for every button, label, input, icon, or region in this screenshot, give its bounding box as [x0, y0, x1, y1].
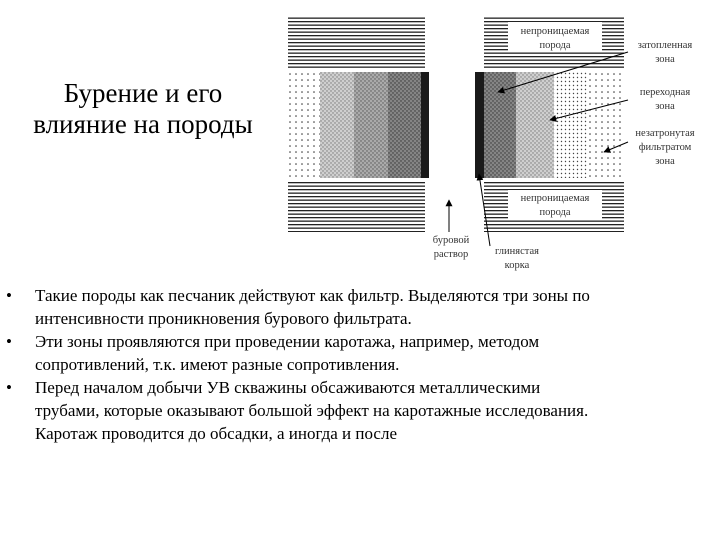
bullet-3-line-3: Каротаж проводится до обсадки, а иногда и после	[35, 424, 397, 443]
bullet-item	[0, 376, 720, 445]
right-transition-zone-light	[554, 72, 588, 178]
left-unaffected-zone	[288, 72, 320, 178]
left-impermeable-top	[288, 16, 425, 70]
label-mud-1: буровой	[432, 235, 470, 246]
label-transition-2: зона	[655, 101, 675, 112]
bullet-dot: •	[6, 286, 12, 305]
bullet-3-line-2: трубами, которые оказывают большой эффект на каротажные исследования.	[35, 401, 589, 420]
left-flushed-zone	[388, 72, 421, 178]
label-impermeable-top-2: порода	[539, 40, 571, 51]
right-mud-cake	[475, 72, 484, 178]
slide-title-line-2: влияние на породы	[33, 109, 253, 139]
left-transition-zone-mid	[354, 72, 388, 178]
bullet-dot: •	[6, 378, 12, 397]
bullet-2-line-1: Эти зоны проявляются при проведении каротажа, например, методом	[35, 332, 540, 351]
label-cake-2: корка	[504, 260, 530, 271]
label-impermeable-bottom-2: порода	[539, 207, 571, 218]
left-transition-zone-light	[320, 72, 354, 178]
bullet-3-line-1: Перед началом добычи УВ скважины обсаживаются металлическими	[35, 378, 541, 397]
label-flushed-1: затопленная	[637, 40, 693, 51]
bullet-list	[0, 284, 720, 445]
label-flushed-2: зона	[655, 54, 675, 65]
bullet-dot: •	[6, 332, 12, 351]
label-unaffected-1: незатронутая	[635, 128, 695, 139]
bullet-1-line-1: Такие породы как песчаник действуют как фильтр. Выделяются три зоны по	[35, 286, 590, 305]
label-cake-1: глинястая	[495, 246, 539, 257]
label-mud-2: раствор	[433, 249, 469, 260]
right-transition-zone-mid	[516, 72, 554, 178]
label-unaffected-3: зона	[655, 156, 675, 167]
left-impermeable-bottom	[288, 180, 425, 232]
bullet-1-line-2: интенсивности проникновения бурового фильтрата.	[35, 309, 412, 328]
bullet-item	[0, 284, 720, 330]
label-transition-1: переходная	[639, 87, 691, 98]
slide-title-line-1: Бурение и его	[63, 78, 223, 108]
bullet-item	[0, 330, 720, 376]
label-unaffected-2: фильтратом	[638, 142, 692, 153]
right-unaffected-zone	[588, 72, 624, 178]
label-impermeable-top-1: непроницаемая	[520, 26, 590, 37]
label-impermeable-bottom-1: непроницаемая	[520, 193, 590, 204]
bullet-2-line-2: сопротивлений, т.к. имеют разные сопротивления.	[35, 355, 400, 374]
left-mud-cake	[421, 72, 429, 178]
